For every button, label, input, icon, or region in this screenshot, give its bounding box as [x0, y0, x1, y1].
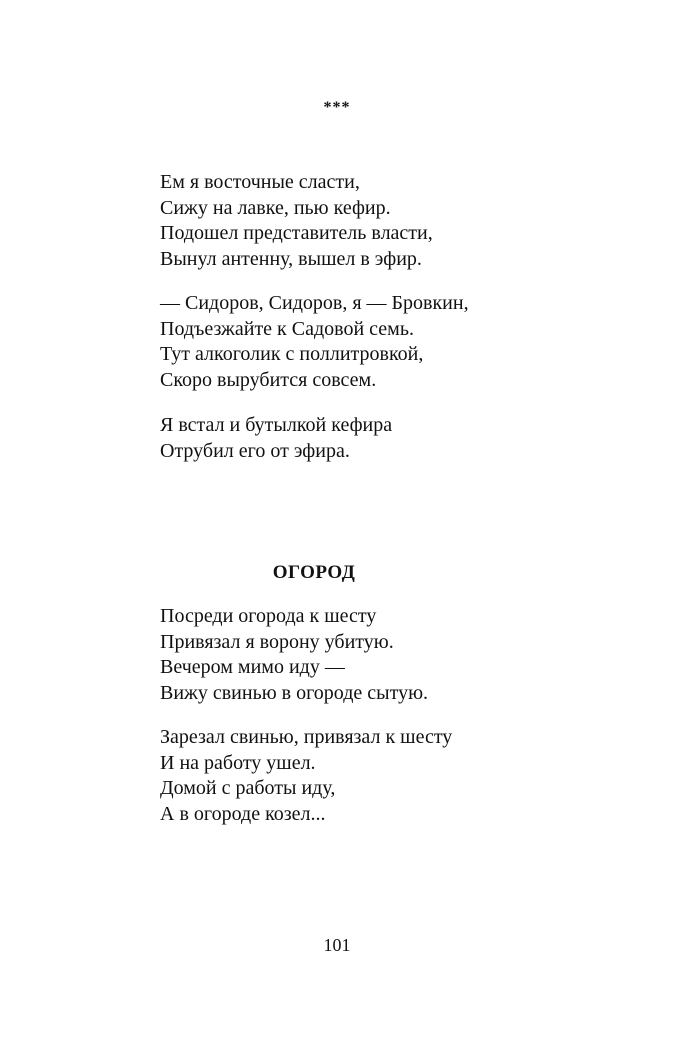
- verse-line: Посреди огорода к шесту: [160, 605, 377, 627]
- stanza: [160, 725, 580, 827]
- verse-line: Скоро вырубится совсем.: [160, 368, 377, 391]
- verse-line: Сижу на лавке, пью кефир.: [160, 196, 391, 219]
- verse-line: Привязал я ворону убитую.: [160, 630, 394, 653]
- poem-title-text: ОГОРОД: [272, 562, 356, 583]
- page-number: 101: [323, 935, 351, 955]
- verse-line: Зарезал свинью, привязал к шесту: [160, 726, 453, 748]
- verse-line: Тут алкоголик с поллитровкой,: [160, 343, 424, 365]
- verse-line: Вынул антенну, вышел в эфир.: [160, 247, 422, 270]
- verse-line: Домой с работы иду,: [160, 777, 336, 799]
- verse-line: Отрубил его от эфира.: [160, 439, 350, 462]
- poem-untitled-stanza-3: [160, 413, 580, 464]
- poem-ogorod-stanza-2: [160, 725, 580, 827]
- verse-line: Я встал и бутылкой кефира: [160, 414, 393, 436]
- stanza: [160, 170, 580, 272]
- verse-line: А в огороде козел...: [160, 802, 326, 825]
- poem-ogorod-stanza-1: [160, 604, 580, 706]
- poem-untitled: [160, 170, 580, 272]
- stanza: [160, 291, 580, 393]
- stanza: [160, 413, 580, 464]
- poem-untitled-stanza-2: [160, 291, 580, 393]
- verse-line: И на работу ушел.: [160, 751, 316, 774]
- verse-line: Подъезжайте к Садовой семь.: [160, 317, 414, 340]
- section-ornament: ***: [323, 99, 351, 116]
- verse-line: Вижу свинью в огороде сытую.: [160, 681, 429, 704]
- poem-title: [0, 560, 674, 586]
- stanza: [160, 604, 580, 706]
- verse-line: Ем я восточные сласти,: [160, 171, 360, 193]
- verse-line: — Сидоров, Сидоров, я — Бровкин,: [160, 292, 469, 314]
- verse-line: Подошел представитель власти,: [160, 222, 433, 244]
- verse-line: Вечером мимо иду —: [160, 656, 345, 678]
